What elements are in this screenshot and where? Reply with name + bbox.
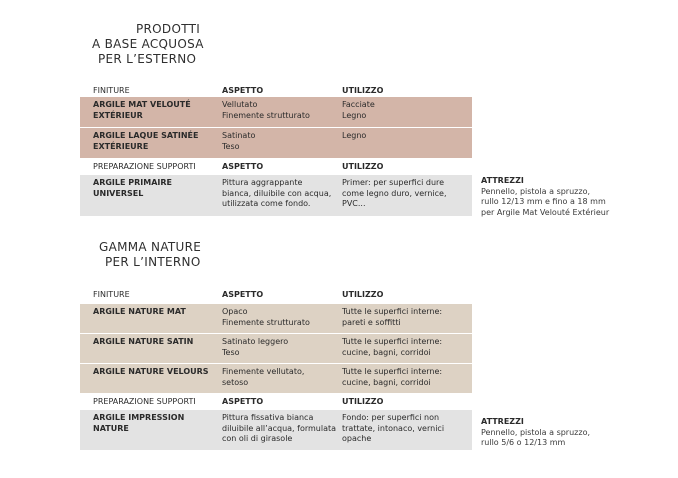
header-aspetto: ASPETTO — [222, 290, 264, 299]
attrezzi-title: ATTREZZI — [481, 417, 524, 426]
header-finiture: FINITURE — [93, 86, 130, 95]
product-name: ARGILE MAT VELOUTÉ EXTÉRIEUR — [93, 100, 191, 120]
product-aspetto: Vellutato Finemente strutturato — [222, 100, 310, 120]
product-utilizzo: Facciate Legno — [342, 100, 375, 120]
product-utilizzo: Tutte le superfici interne: cucine, bagni, corridoi — [342, 367, 443, 387]
section2-title — [99, 240, 201, 270]
table-row — [80, 128, 472, 159]
section2-table — [80, 287, 472, 451]
section2-header-row — [80, 287, 472, 304]
product-aspetto: Pittura aggrappante bianca, diluibile con acqua, utilizzata come fondo. — [222, 178, 332, 208]
table-row — [80, 175, 472, 217]
attrezzi-text: Pennello, pistola a spruzzo, rullo 12/13 mm e fino a 18 mm per Argile Mat Velouté Extérieur — [481, 186, 610, 217]
table-row — [80, 97, 472, 128]
section2-prep-header-row — [80, 394, 472, 410]
section1-prep-header-row — [80, 159, 472, 175]
product-aspetto: Opaco Finemente strutturato — [222, 307, 310, 327]
section1-title — [92, 22, 204, 67]
product-aspetto: Satinato leggero Teso — [222, 337, 289, 357]
header-aspetto: ASPETTO — [222, 86, 264, 95]
product-aspetto: Finemente vellutato, setoso — [222, 367, 305, 387]
section1-table — [80, 83, 472, 217]
header-finiture: FINITURE — [93, 290, 130, 299]
section2-title-line1: GAMMA NATURE — [99, 240, 202, 254]
header-utilizzo: UTILIZZO — [342, 86, 384, 95]
section1-header-row — [80, 83, 472, 97]
attrezzi-title: ATTREZZI — [481, 176, 524, 185]
header-utilizzo: UTILIZZO — [342, 162, 384, 171]
product-utilizzo: Tutte le superfici interne: cucine, bagni, corridoi — [342, 337, 443, 357]
section1-attrezzi — [481, 176, 609, 218]
table-row — [80, 410, 472, 451]
product-name: ARGILE NATURE SATIN — [93, 337, 194, 346]
product-name: ARGILE PRIMAIRE UNIVERSEL — [93, 178, 172, 198]
header-utilizzo: UTILIZZO — [342, 397, 384, 406]
product-utilizzo: Legno — [342, 131, 367, 140]
product-aspetto: Pittura fissativa bianca diluibile all’acqua, formulata con oli di girasole — [222, 413, 337, 443]
product-utilizzo: Primer: per superfici dure come legno duro, vernice, PVC... — [342, 178, 447, 208]
attrezzi-text: Pennello, pistola a spruzzo, rullo 5/6 o 12/13 mm — [481, 427, 591, 447]
table-row — [80, 334, 472, 364]
section2-title-line2: PER L’INTERNO — [105, 255, 201, 269]
header-aspetto: ASPETTO — [222, 162, 264, 171]
product-utilizzo: Fondo: per superfici non trattate, intonaco, vernici opache — [342, 413, 445, 443]
section1-title-line3: PER L’ESTERNO — [98, 52, 197, 66]
section1-title-line1: PRODOTTI — [136, 22, 201, 36]
table-row — [80, 364, 472, 394]
header-utilizzo: UTILIZZO — [342, 290, 384, 299]
header-preparazione: PREPARAZIONE SUPPORTI — [93, 162, 196, 171]
section2-attrezzi — [481, 417, 590, 449]
product-utilizzo: Tutte le superfici interne: pareti e soffitti — [342, 307, 443, 327]
product-name: ARGILE IMPRESSION NATURE — [93, 413, 185, 433]
header-aspetto: ASPETTO — [222, 397, 264, 406]
product-name: ARGILE LAQUE SATINÉE EXTÉRIEURE — [93, 131, 199, 151]
section1-title-line2: A BASE ACQUOSA — [92, 37, 204, 51]
product-name: ARGILE NATURE VELOURS — [93, 367, 209, 376]
table-row — [80, 304, 472, 334]
product-aspetto: Satinato Teso — [222, 131, 256, 151]
product-name: ARGILE NATURE MAT — [93, 307, 186, 316]
header-preparazione: PREPARAZIONE SUPPORTI — [93, 397, 196, 406]
